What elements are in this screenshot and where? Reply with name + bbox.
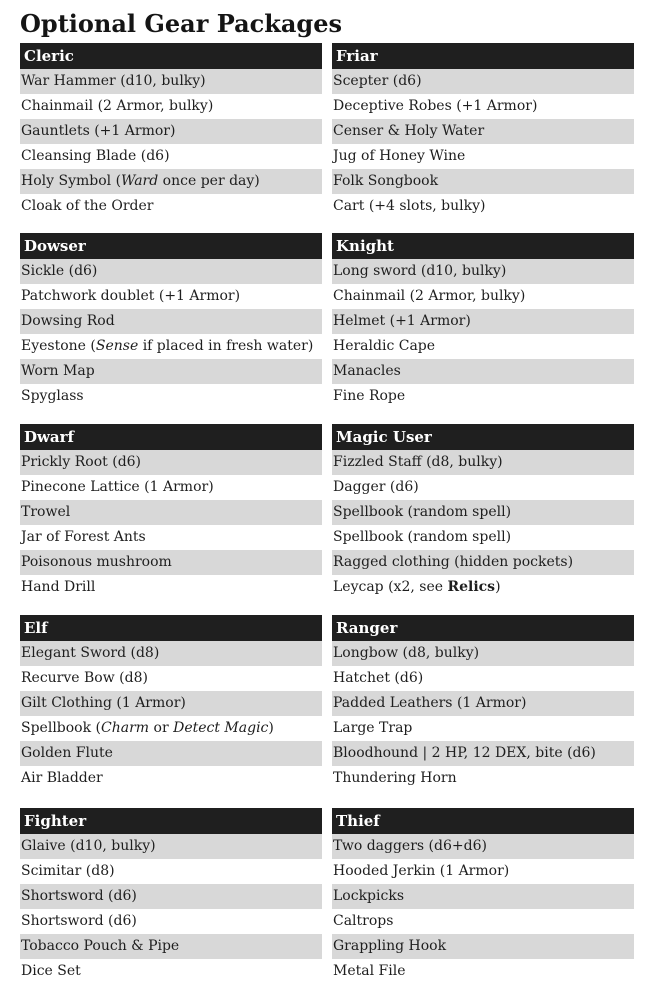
gear-item: Prickly Root (d6) xyxy=(20,450,322,475)
gear-package-dowser xyxy=(20,233,322,409)
package-header: Fighter xyxy=(20,808,322,834)
gear-item: Hatchet (d6) xyxy=(333,670,424,686)
gear-item: Chainmail (2 Armor, bulky) xyxy=(21,98,214,114)
gear-item: Dice Set xyxy=(21,963,81,979)
gear-item: Large Trap xyxy=(333,720,413,736)
gear-item: Censer & Holy Water xyxy=(332,119,634,144)
gear-item: Thundering Horn xyxy=(333,770,457,786)
package-header: Knight xyxy=(332,233,634,259)
gear-package-friar xyxy=(332,43,634,219)
package-header: Thief xyxy=(332,808,634,834)
gear-item: Dowsing Rod xyxy=(20,309,322,334)
gear-item: Shortsword (d6) xyxy=(21,913,137,929)
gear-item: Poisonous mushroom xyxy=(20,550,322,575)
gear-item: Fine Rope xyxy=(333,388,406,404)
gear-package-cleric xyxy=(20,43,322,219)
gear-package-dwarf xyxy=(20,424,322,600)
gear-item: Sickle (d6) xyxy=(20,259,322,284)
gear-item: Scimitar (d8) xyxy=(21,863,115,879)
gear-item: Trowel xyxy=(20,500,322,525)
package-header: Elf xyxy=(20,615,322,641)
gear-item: Golden Flute xyxy=(20,741,322,766)
gear-item: Jar of Forest Ants xyxy=(21,529,146,545)
gear-item: Tobacco Pouch & Pipe xyxy=(20,934,322,959)
gear-item: Shortsword (d6) xyxy=(20,884,322,909)
gear-package-thief xyxy=(332,808,634,984)
gear-item: Holy Symbol (Ward once per day) xyxy=(20,169,322,194)
gear-item: Padded Leathers (1 Armor) xyxy=(332,691,634,716)
gear-item: Two daggers (d6+d6) xyxy=(332,834,634,859)
gear-package-elf xyxy=(20,615,322,791)
gear-item: Longbow (d8, bulky) xyxy=(332,641,634,666)
package-header: Dwarf xyxy=(20,424,322,450)
package-header: Cleric xyxy=(20,43,322,69)
package-header: Friar xyxy=(332,43,634,69)
package-header: Magic User xyxy=(332,424,634,450)
package-header: Ranger xyxy=(332,615,634,641)
gear-item: Cleansing Blade (d6) xyxy=(21,148,170,164)
gear-item: Gilt Clothing (1 Armor) xyxy=(20,691,322,716)
gear-item: Hooded Jerkin (1 Armor) xyxy=(333,863,510,879)
gear-item: Cloak of the Order xyxy=(21,198,154,214)
gear-item: Spellbook (random spell) xyxy=(332,500,634,525)
gear-item: Worn Map xyxy=(20,359,322,384)
gear-package-fighter xyxy=(20,808,322,984)
gear-item: Leycap (x2, see Relics) xyxy=(333,579,501,595)
gear-item: Air Bladder xyxy=(21,770,103,786)
gear-item: Gauntlets (+1 Armor) xyxy=(20,119,322,144)
gear-item: Bloodhound | 2 HP, 12 DEX, bite (d6) xyxy=(332,741,634,766)
gear-item: War Hammer (d10, bulky) xyxy=(20,69,322,94)
gear-package-magic-user xyxy=(332,424,634,600)
gear-item: Cart (+4 slots, bulky) xyxy=(333,198,486,214)
gear-item: Metal File xyxy=(333,963,406,979)
gear-item: Ragged clothing (hidden pockets) xyxy=(332,550,634,575)
gear-item: Patchwork doublet (+1 Armor) xyxy=(21,288,241,304)
gear-item: Deceptive Robes (+1 Armor) xyxy=(333,98,538,114)
gear-item: Glaive (d10, bulky) xyxy=(20,834,322,859)
gear-item: Recurve Bow (d8) xyxy=(21,670,148,686)
gear-item: Helmet (+1 Armor) xyxy=(332,309,634,334)
gear-item: Manacles xyxy=(332,359,634,384)
package-header: Dowser xyxy=(20,233,322,259)
page-title: Optional Gear Packages xyxy=(20,9,342,38)
gear-item: Elegant Sword (d8) xyxy=(20,641,322,666)
gear-item: Scepter (d6) xyxy=(332,69,634,94)
gear-package-ranger xyxy=(332,615,634,791)
gear-item: Caltrops xyxy=(333,913,394,929)
gear-item: Spellbook (Charm or Detect Magic) xyxy=(21,720,274,736)
gear-item: Lockpicks xyxy=(332,884,634,909)
gear-item: Spyglass xyxy=(21,388,84,404)
gear-item: Folk Songbook xyxy=(332,169,634,194)
gear-item: Spellbook (random spell) xyxy=(333,529,512,545)
gear-item: Long sword (d10, bulky) xyxy=(332,259,634,284)
gear-item: Hand Drill xyxy=(21,579,96,595)
gear-item: Pinecone Lattice (1 Armor) xyxy=(21,479,214,495)
gear-item: Dagger (d6) xyxy=(333,479,419,495)
gear-item: Grappling Hook xyxy=(332,934,634,959)
gear-item: Heraldic Cape xyxy=(333,338,436,354)
gear-item: Fizzled Staff (d8, bulky) xyxy=(332,450,634,475)
gear-item: Jug of Honey Wine xyxy=(333,148,466,164)
gear-package-knight xyxy=(332,233,634,409)
gear-item: Eyestone (Sense if placed in fresh water) xyxy=(21,338,314,354)
gear-item: Chainmail (2 Armor, bulky) xyxy=(333,288,526,304)
